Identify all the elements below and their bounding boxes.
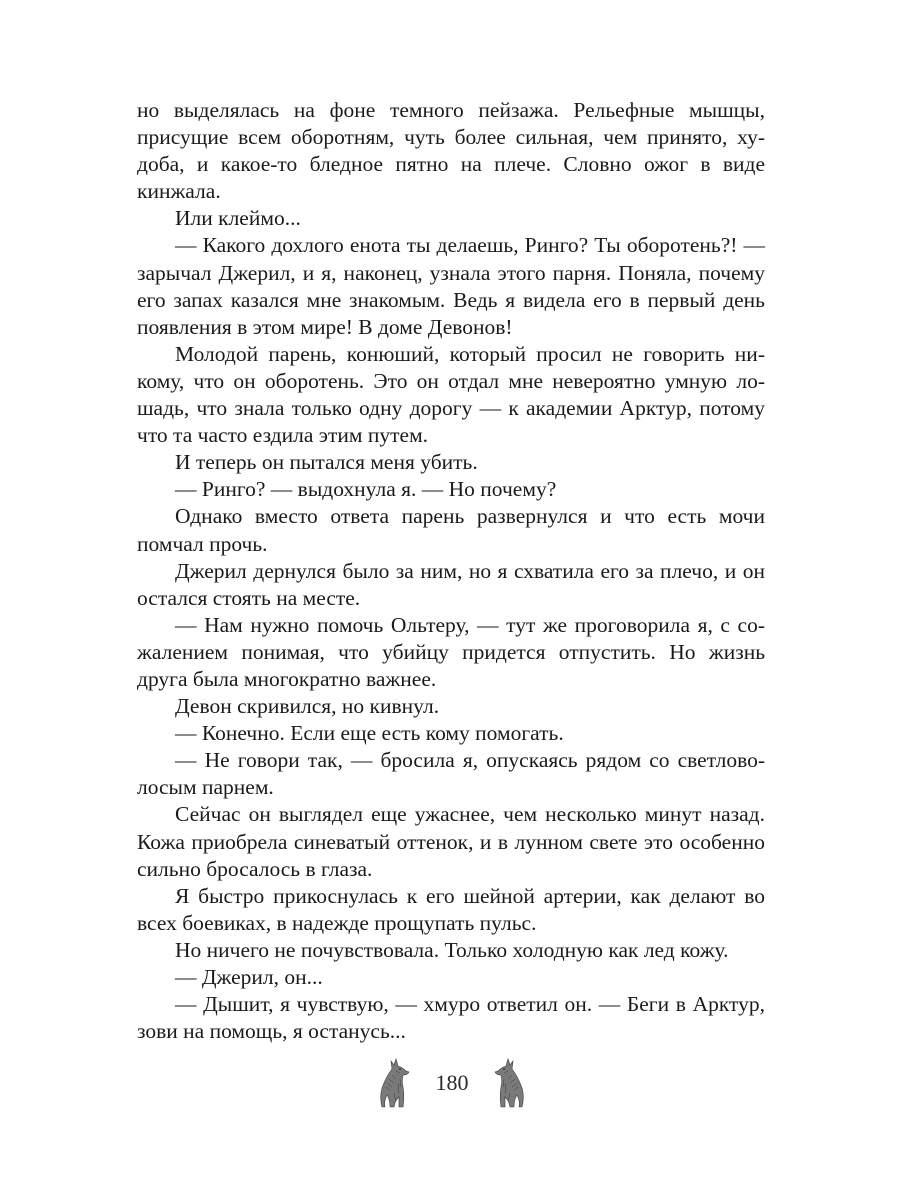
paragraph: Я быстро прикоснулась к его шейной артерии, как делают во всех боевиках, в надежде прощупать пульс. xyxy=(137,883,765,935)
paragraph: Однако вместо ответа парень развернулся и что есть мочи помчал прочь. xyxy=(137,504,765,556)
paragraph: И теперь он пытался меня убить. xyxy=(175,450,478,475)
wolf-icon xyxy=(490,1053,532,1109)
paragraph: — Ринго? — выдохнула я. — Но почему? xyxy=(175,477,557,502)
paragraph: — Какого дохлого енота ты делаешь, Ринго? Ты оборотень?! — зарычал Джерил, и я, наконец, узнала этого парня. Поняла, почему его запах казался мне знакомым. Ведь я видела его в первый день появления в этом мире! В доме Девонов! xyxy=(137,233,765,339)
paragraph: Сейчас он выглядел еще ужаснее, чем несколько минут назад. Кожа приобрела синеватый оттенок, и в лунном свете это особенно сильно бросалось в глаза. xyxy=(137,802,765,881)
page-footer xyxy=(372,1052,532,1110)
paragraph: — Конечно. Если еще есть кому помогать. xyxy=(175,721,564,746)
paragraph: — Не говори так, — бросила я, опускаясь рядом со светловолосым парнем. xyxy=(137,748,765,800)
paragraph: Девон скривился, но кивнул. xyxy=(175,694,440,719)
wolf-icon xyxy=(372,1053,414,1109)
paragraph: Но ничего не почувствовала. Только холодную как лед кожу. xyxy=(175,937,729,962)
body-text xyxy=(137,97,765,1045)
paragraph: но выделялась на фоне темного пейзажа. Рельефные мышцы, присущие всем оборотням, чуть более сильная, чем принято, худоба, и какое-то бледное пятно на плече. Словно ожог в виде кинжала. xyxy=(137,98,765,204)
paragraph: Джерил дернулся было за ним, но я схватила его за плечо, и он остался стоять на месте. xyxy=(137,558,765,610)
page-number: 180 xyxy=(435,1070,469,1095)
paragraph: Или клеймо... xyxy=(175,206,301,231)
paragraph: — Джерил, он... xyxy=(175,965,323,989)
paragraph: — Дышит, я чувствую, — хмуро ответил он. — Беги в Арктур, зови на помощь, я останусь... xyxy=(137,992,765,1044)
paragraph: — Нам нужно помочь Ольтеру, — тут же проговорила я, с сожалением понимая, что убийцу придется отпустить. Но жизнь друга была многократно важнее. xyxy=(137,612,765,691)
paragraph: Молодой парень, конюший, который просил не говорить никому, что он оборотень. Это он отдал мне невероятно умную лошадь, что знала только одну дорогу — к академии Арктур, потому что та часто ездила этим путем. xyxy=(137,341,765,448)
